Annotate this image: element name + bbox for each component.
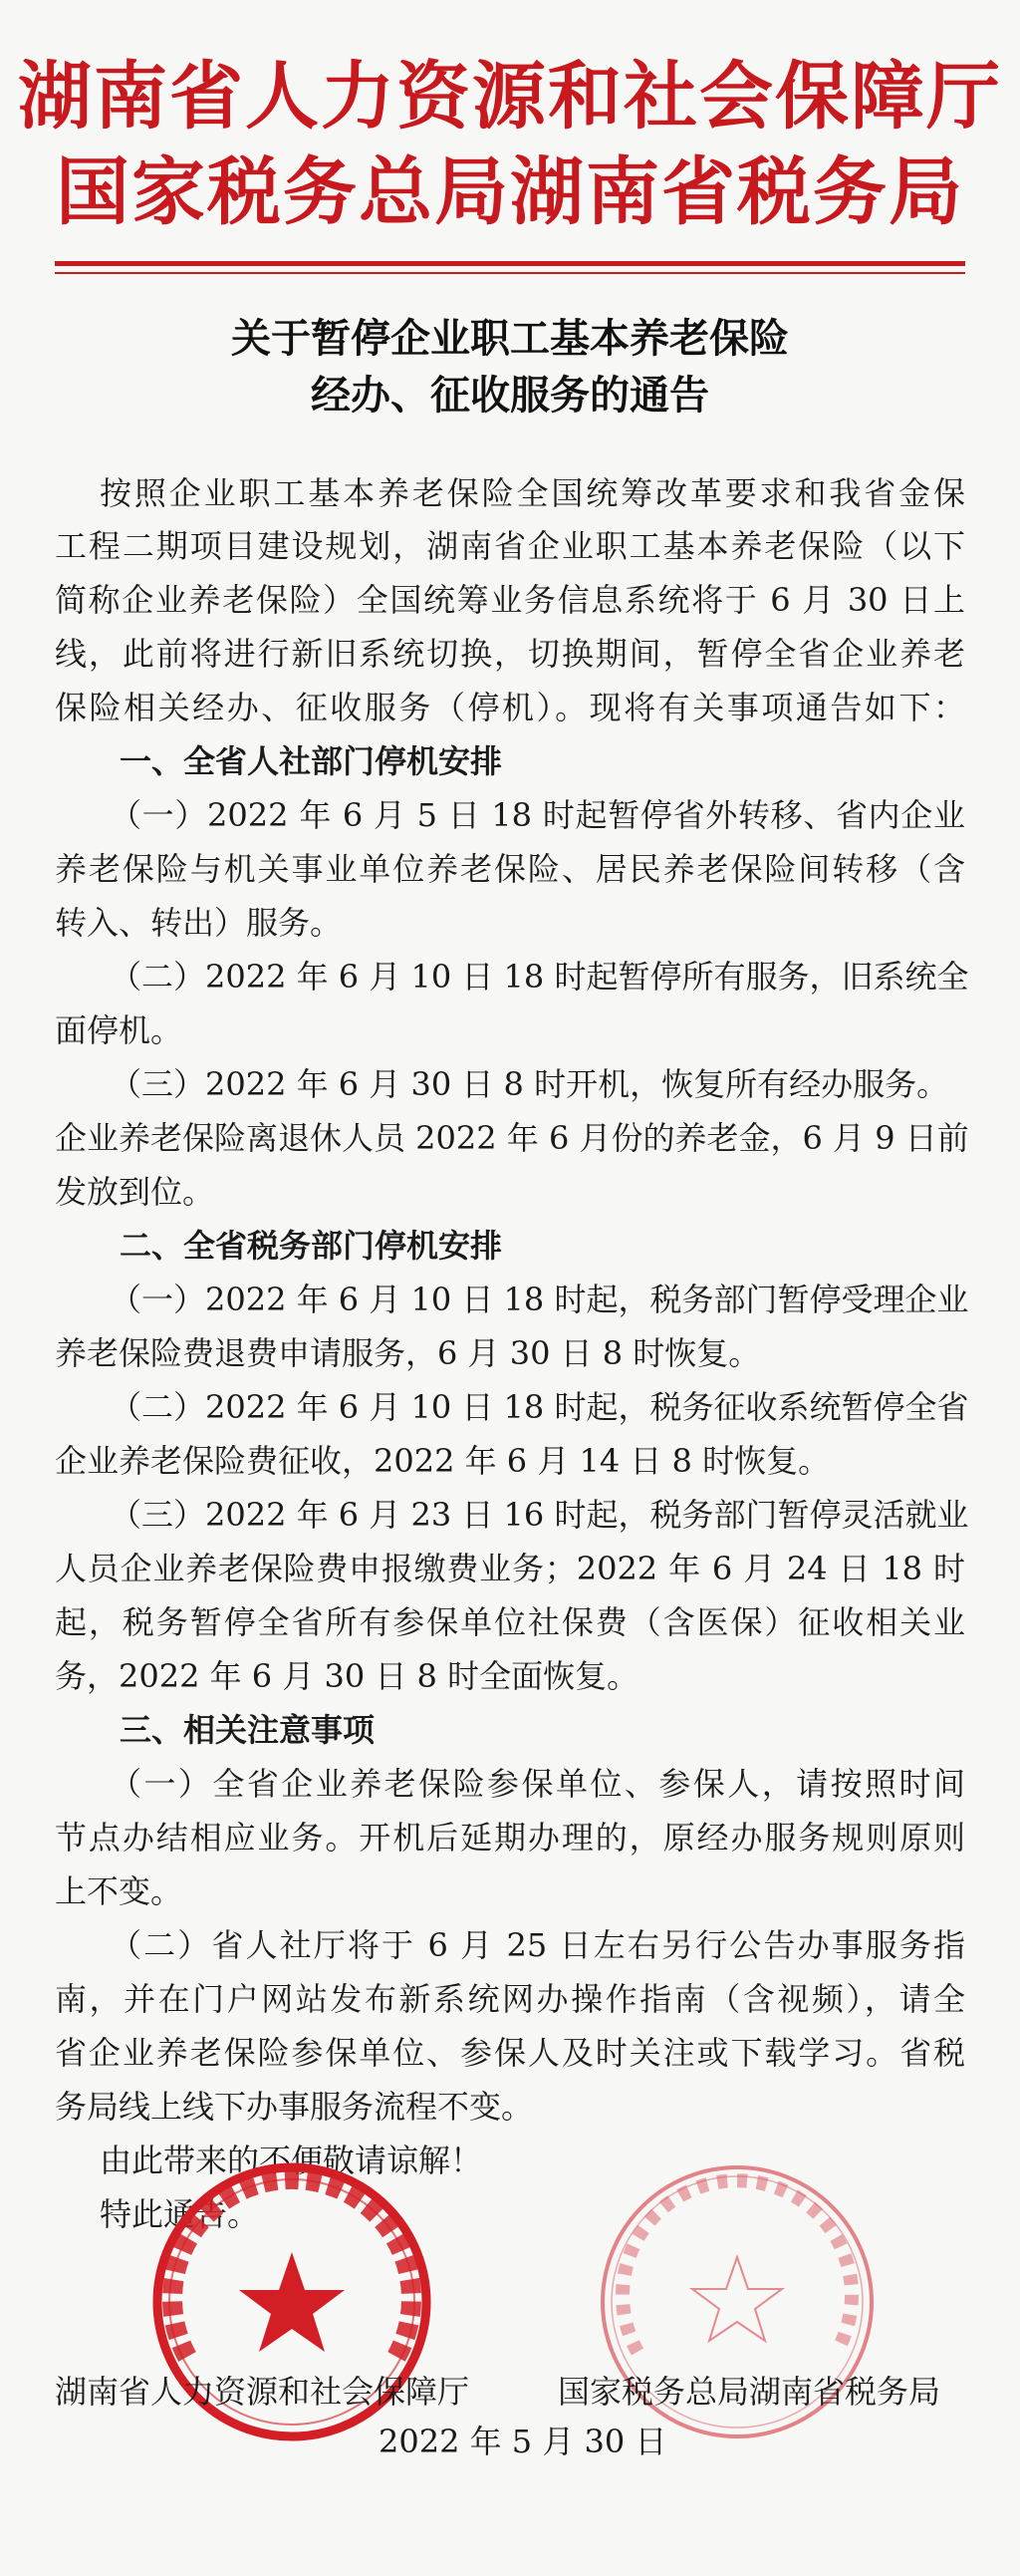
body-line: 养老保险与机关事业单位养老保险、居民养老保险间转移（含 [55, 850, 965, 888]
body-line: 面停机。 [55, 1011, 183, 1049]
document-title-line1: 关于暂停企业职工基本养老保险 [231, 316, 789, 362]
body-line: 节点办结相应业务。开机后延期办理的，原经办服务规则原则 [55, 1819, 965, 1857]
body-line: 线，此前将进行新旧系统切换，切换期间，暂停全省企业养老 [55, 635, 965, 673]
section-heading-1: 一、全省人社部门停机安排 [120, 742, 503, 780]
star-icon [239, 2252, 345, 2352]
body-line: （一）2022 年 6 月 5 日 18 时起暂停省外转移、省内企业 [110, 796, 965, 834]
star-icon [692, 2257, 782, 2341]
body-line: 特此通告。 [100, 2195, 260, 2233]
body-line: 转入、转出）服务。 [55, 904, 343, 942]
signature-tax: 国家税务总局湖南省税务局 [558, 2373, 941, 2411]
body-line: 由此带来的不便敬请谅解！ [100, 2142, 483, 2179]
body-line: 省企业养老保险参保单位、参保人及时关注或下载学习。省税 [55, 2034, 965, 2072]
section-heading-2: 二、全省税务部门停机安排 [120, 1227, 503, 1265]
body-line: 发放到位。 [55, 1173, 215, 1211]
document-title-line2: 经办、征收服务的通告 [311, 373, 709, 419]
body-line: （二）省人社厅将于 6 月 25 日左右另行公告办事服务指 [110, 1926, 965, 1964]
body-line: 务，2022 年 6 月 30 日 8 时全面恢复。 [55, 1657, 639, 1695]
signature-hrss: 湖南省人力资源和社会保障厅 [55, 2373, 470, 2411]
body-line: 企业养老保险离退休人员 2022 年 6 月份的养老金，6 月 9 日前 [55, 1119, 969, 1157]
issuer-title-hrss: 湖南省人力资源和社会保障厅 [18, 54, 1002, 140]
section-heading-3: 三、相关注意事项 [120, 1711, 376, 1749]
body-line: 企业养老保险费征收，2022 年 6 月 14 日 8 时恢复。 [55, 1442, 831, 1480]
body-line: 工程二期项目建设规划，湖南省企业职工基本养老保险（以下 [55, 527, 965, 565]
signature-date: 2022 年 5 月 30 日 [379, 2423, 667, 2460]
body-line: （二）2022 年 6 月 10 日 18 时起暂停所有服务，旧系统全 [110, 958, 969, 996]
body-line: 简称企业养老保险）全国统筹业务信息系统将于 6 月 30 日上 [55, 581, 965, 619]
body-line: 南，并在门户网站发布新系统网办操作指南（含视频），请全 [55, 1980, 965, 2018]
body-line: 保险相关经办、征收服务（停机）。现将有关事项通告如下： [55, 689, 965, 726]
body-line: 按照企业职工基本养老保险全国统筹改革要求和我省金保 [100, 474, 965, 512]
body-line: 养老保险费退费申请服务，6 月 30 日 8 时恢复。 [55, 1334, 761, 1372]
body-line: 务局线上线下办事服务流程不变。 [55, 2088, 534, 2126]
red-rule-thin [55, 272, 965, 274]
body-line: 上不变。 [55, 1872, 183, 1910]
body-line: （二）2022 年 6 月 10 日 18 时起，税务征收系统暂停全省 [110, 1388, 969, 1426]
issuer-title-tax: 国家税务总局湖南省税务局 [56, 149, 964, 235]
body-line: （一）2022 年 6 月 10 日 18 时起，税务部门暂停受理企业 [110, 1281, 969, 1318]
red-rule-thick [55, 261, 965, 266]
body-line: 人员企业养老保险费申报缴费业务；2022 年 6 月 24 日 18 时 [55, 1550, 965, 1587]
body-line: （三）2022 年 6 月 23 日 16 时起，税务部门暂停灵活就业 [110, 1496, 969, 1534]
body-line: 起，税务暂停全省所有参保单位社保费（含医保）征收相关业 [55, 1603, 965, 1641]
body-line: （一）全省企业养老保险参保单位、参保人，请按照时间 [110, 1765, 965, 1803]
body-line: （三）2022 年 6 月 30 日 8 时开机，恢复所有经办服务。 [110, 1065, 949, 1103]
